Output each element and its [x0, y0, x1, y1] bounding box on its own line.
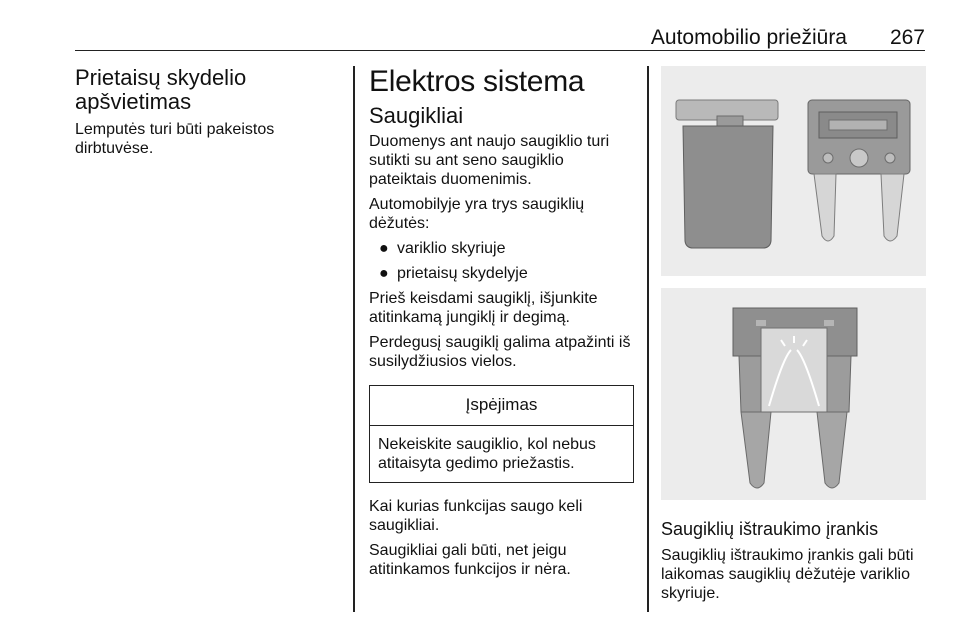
bullet-list: [369, 239, 634, 283]
page-number: 267: [889, 26, 925, 49]
subsection-title: Saugikliai: [369, 103, 464, 128]
paragraph: Saugikliai gali būti, net jeigu atitinkamos funkcijos ir nėra.: [369, 542, 571, 578]
page-header: [75, 26, 925, 51]
paragraph: Automobilyje yra trys saugiklių dėžutės:: [369, 196, 585, 232]
header-title: Automobilio priežiūra: [650, 26, 847, 49]
paragraph: Duomenys ant naujo saugiklio turi sutikti su ant seno saugiklio pateiktais duomenimis.: [369, 133, 610, 188]
left-column: [75, 66, 340, 164]
paragraph: Perdegusį saugiklį galima atpažinti iš susilydžiusios vielos.: [369, 334, 631, 370]
list-item: ● prietaisų skydelyje: [379, 265, 528, 282]
paragraph: Prieš keisdami saugiklį, išjunkite atitinkamą jungiklį ir degimą.: [369, 290, 598, 326]
fuse-illustration: [661, 66, 926, 276]
list-item: ● variklio skyriuje: [379, 240, 506, 257]
warning-box: [369, 385, 634, 483]
right-caption: [661, 518, 926, 609]
warning-text: Nekeiskite saugiklio, kol nebus atitaisyta gedimo priežastis.: [378, 436, 596, 472]
chapter-title: Elektros sistema: [369, 65, 585, 98]
fuses-image: [661, 66, 926, 276]
column-divider: [647, 66, 649, 612]
bullet-icon: ●: [379, 265, 389, 282]
column-divider: [353, 66, 355, 612]
paragraph: Kai kurias funkcijas saugo keli saugikliai.: [369, 498, 583, 534]
bullet-icon: ●: [379, 240, 389, 257]
fuse-detail-image: [661, 288, 926, 500]
caption-text: Saugiklių ištraukimo įrankis gali būti laikomas saugiklių dėžutėje variklio skyriuje.: [661, 547, 914, 602]
warning-title: Įspėjimas: [370, 386, 633, 426]
caption-title: Saugiklių ištraukimo įrankis: [661, 519, 879, 539]
section-heading: Prietaisų skydelio apšvietimas: [75, 65, 247, 114]
fuse-wire-illustration: [661, 288, 926, 500]
middle-column: [369, 66, 634, 585]
body-text: Lemputės turi būti pakeistos dirbtuvėse.: [75, 121, 275, 157]
